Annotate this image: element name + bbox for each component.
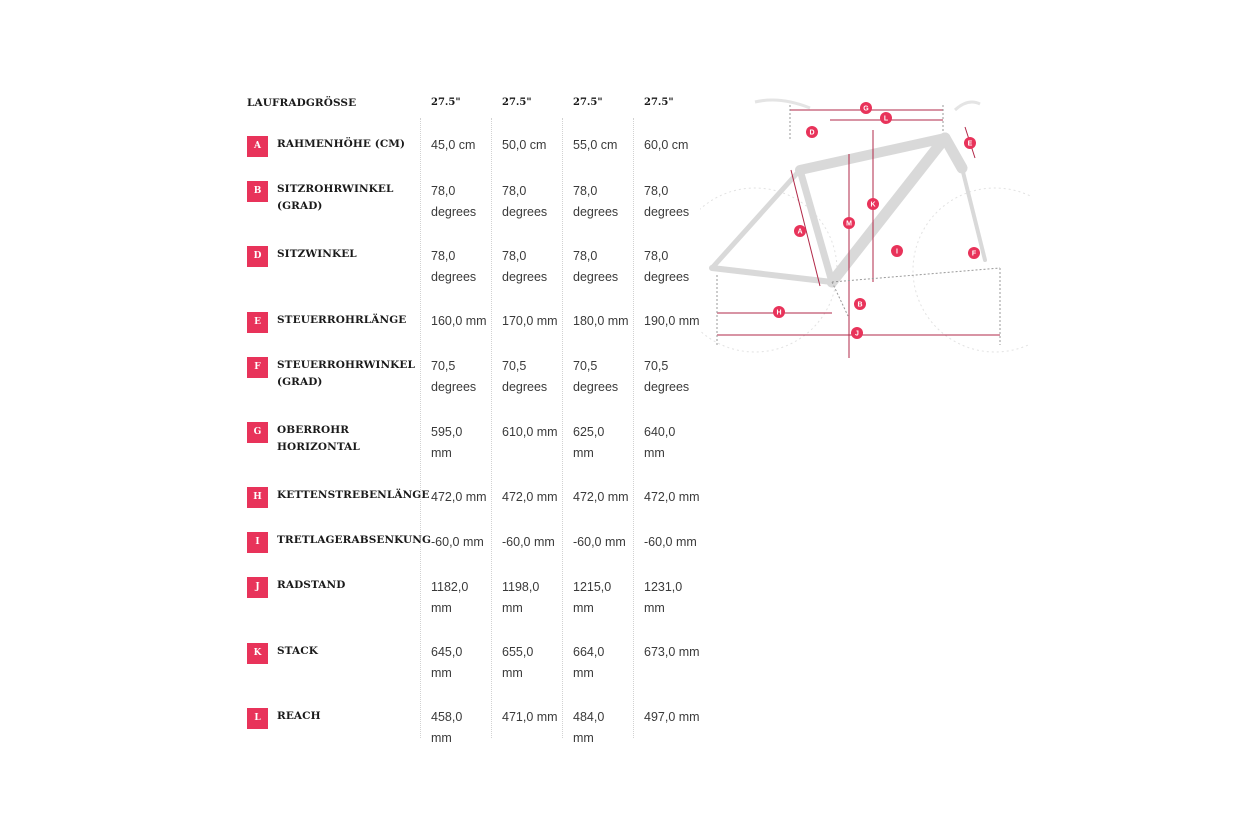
- table-cell: 1182,0 mm: [431, 580, 469, 615]
- row-letter-badge: F: [247, 357, 268, 378]
- table-cell: 610,0 mm: [502, 425, 558, 439]
- table-cell: 458,0 mm: [431, 710, 463, 745]
- svg-text:F: F: [971, 250, 977, 258]
- table-cell: -60,0 mm: [502, 535, 555, 549]
- size-column-4-header: 27.5": [644, 97, 674, 108]
- marker-L: [880, 112, 892, 124]
- svg-text:L: L: [883, 115, 889, 123]
- table-cell: 472,0 mm: [573, 490, 629, 504]
- marker-A: [794, 225, 806, 237]
- marker-G: [860, 102, 872, 114]
- table-cell: 70,5 degrees: [431, 359, 477, 394]
- row-label-bb-drop: TRETLAGERABSENKUNG: [277, 534, 432, 546]
- row-label-seat-angle: SITZWINKEL: [277, 248, 357, 260]
- table-cell: 70,5 degrees: [644, 359, 690, 394]
- table-cell: -60,0 mm: [644, 535, 697, 549]
- column-divider: [491, 118, 492, 738]
- svg-text:A: A: [797, 228, 803, 236]
- table-cell: 471,0 mm: [502, 710, 558, 724]
- svg-text:G: G: [863, 105, 869, 113]
- table-cell: 497,0 mm: [644, 710, 700, 724]
- table-cell: 50,0 cm: [502, 138, 547, 152]
- row-label-seat-tube-angle: SITZROHRWINKEL (GRAD): [277, 183, 394, 212]
- row-label-wheelbase: RADSTAND: [277, 579, 346, 591]
- table-cell: 472,0 mm: [502, 490, 558, 504]
- column-divider: [420, 118, 421, 738]
- svg-text:D: D: [809, 129, 815, 137]
- row-label-stack: STACK: [277, 645, 318, 657]
- svg-text:H: H: [776, 309, 782, 317]
- table-cell: 70,5 degrees: [573, 359, 619, 394]
- size-column-2-header: 27.5": [502, 97, 532, 108]
- table-cell: 78,0 degrees: [644, 249, 690, 284]
- bike-geometry-diagram: [700, 90, 1030, 370]
- marker-F: [968, 247, 980, 259]
- table-cell: 664,0 mm: [573, 645, 605, 680]
- row-letter-badge: H: [247, 487, 268, 508]
- table-cell: -60,0 mm: [431, 535, 484, 549]
- marker-I: [891, 245, 903, 257]
- table-cell: 1198,0 mm: [502, 580, 540, 615]
- table-cell: 190,0 mm: [644, 314, 700, 328]
- table-cell: 595,0 mm: [431, 425, 463, 460]
- table-cell: 55,0 cm: [573, 138, 618, 152]
- row-letter-badge: K: [247, 643, 268, 664]
- row-label-reach: REACH: [277, 710, 321, 722]
- table-cell: 673,0 mm: [644, 645, 700, 659]
- row-label-frame-height: RAHMENHÖHE (CM): [277, 138, 406, 150]
- table-cell: 625,0 mm: [573, 425, 605, 460]
- table-cell: 180,0 mm: [573, 314, 629, 328]
- row-letter-badge: E: [247, 312, 268, 333]
- marker-E: [964, 137, 976, 149]
- table-cell: 484,0 mm: [573, 710, 605, 745]
- table-cell: 78,0 degrees: [431, 249, 477, 284]
- row-label-head-tube-angle: STEUERROHRWINKEL (GRAD): [277, 359, 415, 388]
- table-cell: 78,0 degrees: [502, 184, 548, 219]
- table-cell: 472,0 mm: [644, 490, 700, 504]
- row-letter-badge: G: [247, 422, 268, 443]
- svg-text:I: I: [896, 248, 898, 256]
- table-cell: 655,0 mm: [502, 645, 534, 680]
- wheel-size-header: LAUFRADGRÖSSE: [247, 97, 357, 109]
- row-letter-badge: L: [247, 708, 268, 729]
- marker-D: [806, 126, 818, 138]
- table-cell: -60,0 mm: [573, 535, 626, 549]
- row-letter-badge: A: [247, 136, 268, 157]
- row-letter-badge: B: [247, 181, 268, 202]
- size-column-3-header: 27.5": [573, 97, 603, 108]
- marker-J: [851, 327, 863, 339]
- table-cell: 78,0 degrees: [573, 249, 619, 284]
- row-letter-badge: J: [247, 577, 268, 598]
- row-label-chainstay-length: KETTENSTREBENLÄNGE: [277, 489, 430, 501]
- table-cell: 78,0 degrees: [431, 184, 477, 219]
- table-cell: 60,0 cm: [644, 138, 689, 152]
- svg-text:B: B: [857, 301, 863, 309]
- size-column-1-header: 27.5": [431, 97, 461, 108]
- handlebar-outline: [955, 102, 980, 110]
- marker-B: [854, 298, 866, 310]
- marker-K: [867, 198, 879, 210]
- row-letter-badge: I: [247, 532, 268, 553]
- table-cell: 170,0 mm: [502, 314, 558, 328]
- svg-text:M: M: [846, 220, 852, 228]
- table-cell: 1215,0 mm: [573, 580, 612, 615]
- saddle-outline: [755, 100, 810, 108]
- marker-M: [843, 217, 855, 229]
- table-cell: 78,0 degrees: [573, 184, 619, 219]
- table-cell: 472,0 mm: [431, 490, 487, 504]
- table-cell: 45,0 cm: [431, 138, 476, 152]
- svg-text:J: J: [855, 330, 859, 338]
- row-label-top-tube-horizontal: OBERROHR HORIZONTAL: [277, 424, 360, 453]
- row-letter-badge: D: [247, 246, 268, 267]
- table-cell: 640,0 mm: [644, 425, 676, 460]
- table-cell: 78,0 degrees: [502, 249, 548, 284]
- row-label-head-tube-length: STEUERROHRLÄNGE: [277, 314, 407, 326]
- measurement-lines: [717, 110, 1000, 358]
- column-divider: [633, 118, 634, 738]
- table-cell: 78,0 degrees: [644, 184, 690, 219]
- svg-text:E: E: [967, 140, 973, 148]
- svg-text:K: K: [870, 201, 876, 209]
- marker-H: [773, 306, 785, 318]
- table-cell: 70,5 degrees: [502, 359, 548, 394]
- table-cell: 1231,0 mm: [644, 580, 683, 615]
- table-cell: 160,0 mm: [431, 314, 487, 328]
- table-cell: 645,0 mm: [431, 645, 463, 680]
